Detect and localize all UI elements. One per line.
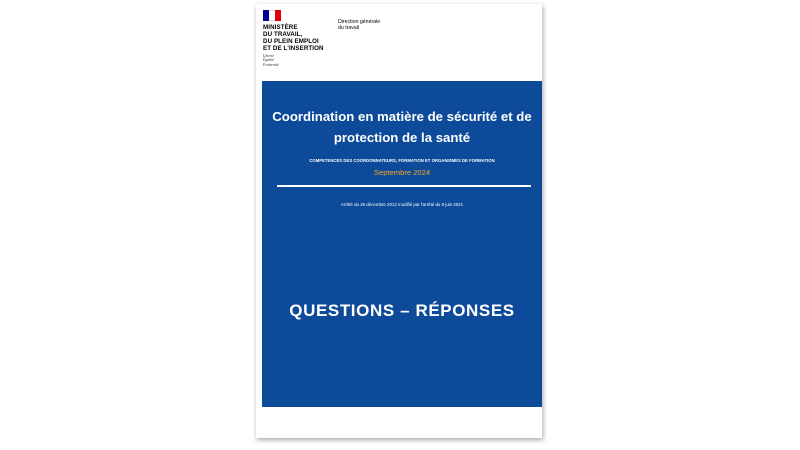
- document-subtitle: COMPETENCES DES COORDONNATEURS, FORMATION ET ORGANISMES DE FORMATION: [309, 158, 495, 163]
- publication-date: Septembre 2024: [373, 168, 431, 177]
- ministry-line: MINISTÈRE: [263, 24, 298, 31]
- document-page: [256, 4, 542, 438]
- republic-motto: [263, 54, 343, 67]
- ministry-line: DU TRAVAIL,: [263, 31, 303, 38]
- title-line: protection de la santé: [333, 130, 471, 145]
- decree-reference: Arrêté du 26 décembre 2012 modifié par l'arrêté du 8 juin 2021: [340, 202, 464, 207]
- ministry-logo: [263, 10, 343, 67]
- directorate-line: Direction générale: [338, 19, 381, 25]
- ministry-name: [263, 24, 343, 52]
- motto-line: Liberté: [263, 54, 274, 58]
- french-flag-icon: [263, 10, 281, 21]
- divider: [277, 185, 531, 187]
- directorate-label: [338, 19, 380, 32]
- ministry-line: DU PLEIN EMPLOI: [263, 38, 319, 45]
- cover-block: [262, 81, 542, 407]
- motto-line: Égalité: [263, 58, 274, 63]
- section-title: QUESTIONS – RÉPONSES: [289, 301, 515, 320]
- motto-line: Fraternité: [263, 62, 279, 67]
- ministry-line: ET DE L'INSERTION: [263, 45, 324, 52]
- directorate-line: du travail: [338, 25, 360, 32]
- title-line: Coordination en matière de sécurité et de: [272, 109, 532, 124]
- document-title: [262, 106, 542, 148]
